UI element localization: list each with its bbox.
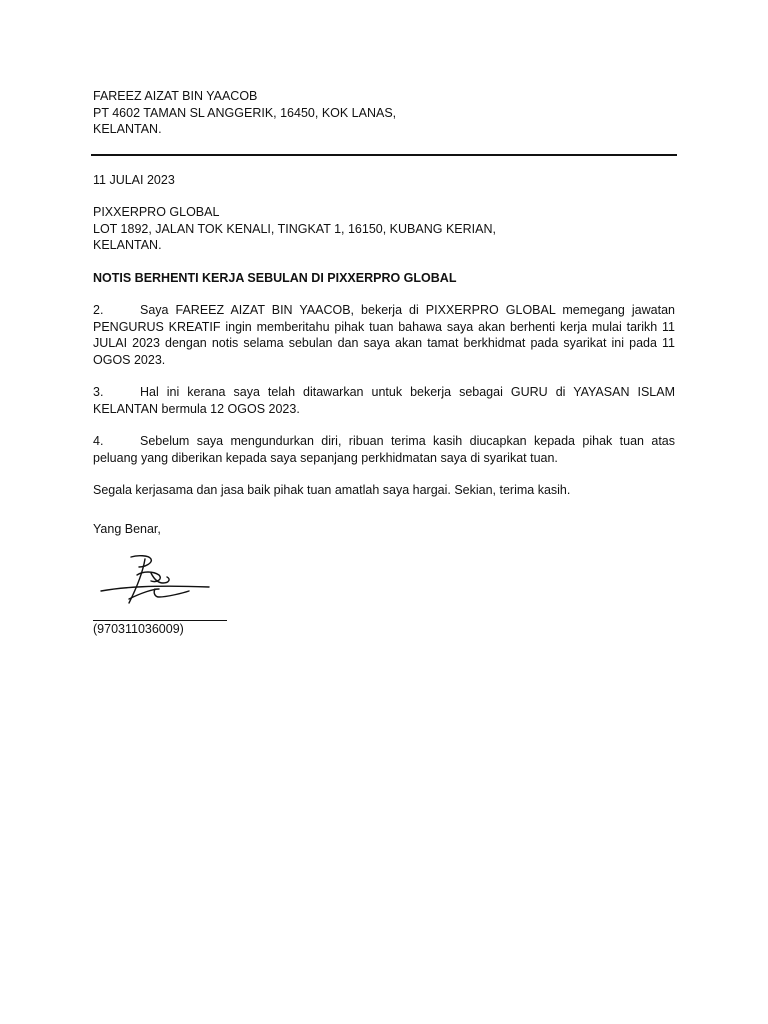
recipient-address-line1: LOT 1892, JALAN TOK KENALI, TINGKAT 1, 16150, KUBANG KERIAN, <box>93 221 496 236</box>
sender-address-line1: PT 4602 TAMAN SL ANGGERIK, 16450, KOK LANAS, <box>93 105 397 120</box>
paragraph-3 <box>93 384 675 417</box>
paragraph-text: Hal ini kerana saya telah ditawarkan untuk bekerja sebagai GURU di YAYASAN ISLAM KELANTAN bermula 12 OGOS 2023. <box>93 385 675 416</box>
recipient-address-line2: KELANTAN. <box>93 238 162 252</box>
paragraph-number: 2. <box>93 303 104 317</box>
header-divider <box>91 154 677 156</box>
letter-subject: NOTIS BERHENTI KERJA SEBULAN DI PIXXERPRO GLOBAL <box>93 270 457 285</box>
letter-page <box>93 88 675 638</box>
sender-address-line2: KELANTAN. <box>93 122 162 136</box>
paragraph-4 <box>93 433 675 466</box>
paragraph-number: 3. <box>93 385 104 399</box>
paragraph-number: 4. <box>93 434 104 448</box>
closing-paragraph: Segala kerjasama dan jasa baik pihak tuan amatlah saya hargai. Sekian, terima kasih. <box>93 483 571 497</box>
signature-line <box>93 620 227 621</box>
signature-area <box>93 553 293 621</box>
paragraph-text: Sebelum saya mengundurkan diri, ribuan terima kasih diucapkan kepada pihak tuan atas peluang yang diberikan kepada saya sepanjang perkhidmatan saya di syarikat tuan. <box>93 434 675 465</box>
paragraph-2 <box>93 302 675 368</box>
id-number: (970311036009) <box>93 622 184 636</box>
sender-name: FAREEZ AIZAT BIN YAACOB <box>93 89 258 103</box>
paragraph-text: Saya FAREEZ AIZAT BIN YAACOB, bekerja di PIXXERPRO GLOBAL memegang jawatan PENGURUS KREATIF ingin memberitahu pihak tuan bahawa saya akan berhenti kerja mulai tarikh 11 JULAI 2023 dengan notis selama sebulan dan saya akan tamat berkhidmat pada syarikat ini pada 11 OGOS 2023. <box>93 303 675 367</box>
handwritten-signature <box>93 553 223 617</box>
recipient-block <box>93 204 675 254</box>
recipient-name: PIXXERPRO GLOBAL <box>93 205 220 219</box>
sender-block <box>93 88 675 138</box>
sign-off: Yang Benar, <box>93 521 161 536</box>
letter-date: 11 JULAI 2023 <box>93 172 175 187</box>
